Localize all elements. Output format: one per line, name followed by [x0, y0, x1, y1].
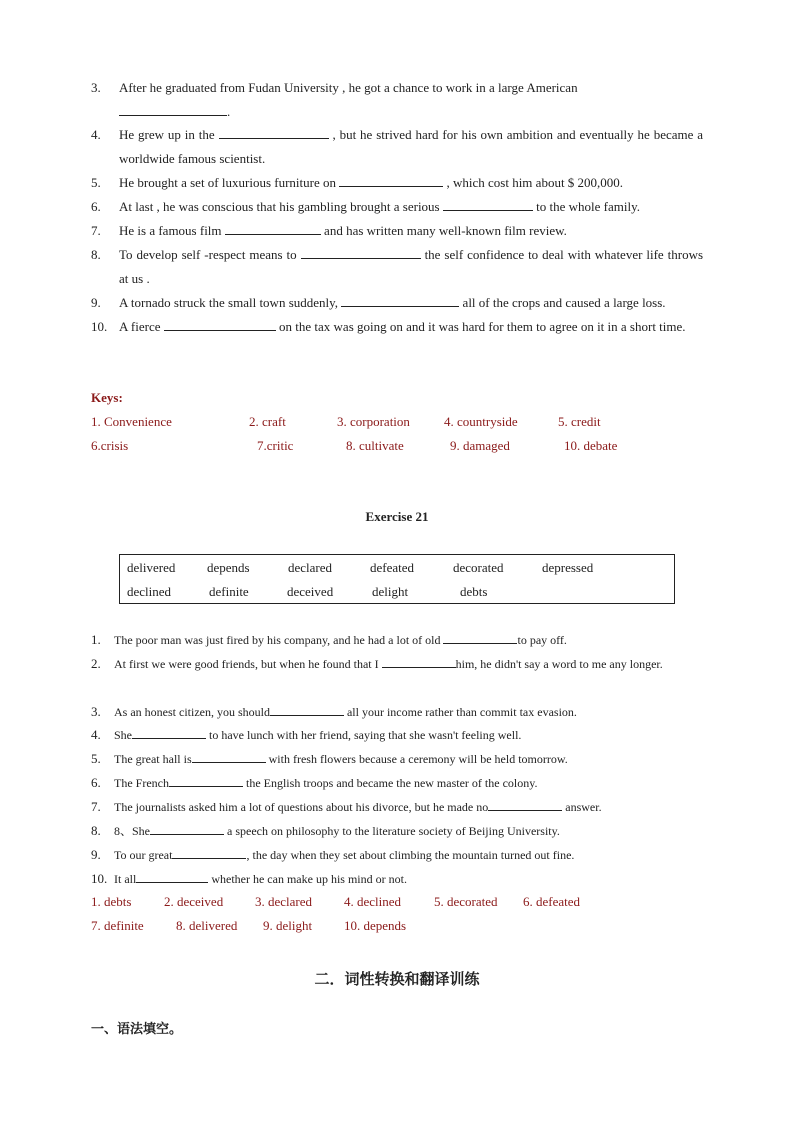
word-bank-item: decorated — [453, 560, 504, 575]
question-text: the self confidence to deal with whatever life throws at us . — [119, 247, 704, 286]
answer-blank[interactable] — [172, 844, 246, 859]
question-7 — [91, 219, 703, 243]
answer-blank[interactable] — [339, 172, 443, 187]
ex21-question-4 — [91, 723, 703, 747]
question-text: a speech on philosophy to the literature society of Beijing University. — [227, 824, 560, 838]
key-item: 3. corporation — [337, 414, 410, 429]
exercise-title: Exercise 21 — [365, 509, 429, 524]
answer-item: 10. depends — [344, 918, 407, 933]
question-number: 10. — [91, 319, 108, 334]
key-item: 2. craft — [249, 414, 286, 429]
question-text: , which cost him about $ 200,000. — [446, 175, 624, 190]
ex21-question-6 — [91, 771, 703, 795]
question-10 — [91, 315, 703, 339]
answer-blank[interactable] — [443, 196, 533, 211]
ex21-question-2 — [91, 652, 703, 676]
word-bank — [119, 554, 675, 604]
question-text: . — [227, 104, 231, 119]
question-number: 9. — [91, 295, 101, 310]
answer-blank[interactable] — [119, 101, 227, 116]
question-number: 5. — [91, 751, 101, 766]
question-text: He is a famous film — [119, 223, 222, 238]
question-number: 9. — [91, 847, 101, 862]
question-text: , but he strived hard for his own ambition and eventually he became a worldwide famous scientist. — [119, 127, 704, 166]
answer-blank[interactable] — [225, 220, 321, 235]
question-text: all of the crops and caused a large loss. — [462, 295, 666, 310]
answer-blank[interactable] — [219, 124, 329, 139]
answer-blank[interactable] — [132, 724, 206, 739]
answer-blank[interactable] — [164, 316, 276, 331]
question-number: 1. — [91, 632, 101, 647]
question-text: A tornado struck the small town suddenly, — [119, 295, 339, 310]
question-text: The journalists asked him a lot of questions about his divorce, but he made no — [114, 800, 489, 814]
question-text: To our great — [114, 848, 173, 862]
question-text: 8、She — [114, 824, 151, 838]
key-item: 4. countryside — [444, 414, 518, 429]
question-6 — [91, 195, 703, 219]
answer-item: 8. delivered — [176, 918, 238, 933]
key-item: 8. cultivate — [346, 438, 404, 453]
question-number: 10. — [91, 871, 108, 886]
word-bank-item: declared — [288, 560, 333, 575]
word-bank-item: definite — [209, 584, 249, 599]
question-text: He grew up in the — [119, 127, 215, 142]
question-text: with fresh flowers because a ceremony will be held tomorrow. — [268, 752, 568, 766]
question-text: A fierce — [119, 319, 161, 334]
question-text: As an honest citizen, you should — [114, 705, 270, 719]
question-text: answer. — [565, 800, 602, 814]
section-title: 二．词性转换和翻译训练 — [314, 970, 480, 988]
question-text: all your income rather than commit tax evasion. — [346, 705, 577, 719]
section-subtitle: 一、语法填空。 — [91, 1022, 183, 1037]
question-text: to the whole family. — [536, 199, 640, 214]
question-text: At last , he was conscious that his gambling brought a serious — [119, 199, 440, 214]
word-bank-item: delivered — [127, 560, 176, 575]
word-bank-item: depends — [207, 560, 250, 575]
answer-blank[interactable] — [382, 653, 456, 668]
question-number: 4. — [91, 727, 101, 742]
answer-item: 1. debts — [91, 894, 132, 909]
question-number: 7. — [91, 223, 101, 238]
question-3 — [91, 76, 703, 124]
key-item: 7.critic — [257, 438, 294, 453]
word-bank-item: deceived — [287, 584, 334, 599]
answer-item: 4. declined — [344, 894, 402, 909]
key-item: 6.crisis — [91, 438, 129, 453]
question-text: him, he didn't say a word to me any longer. — [455, 657, 663, 671]
question-number: 4. — [91, 127, 101, 142]
question-number: 5. — [91, 175, 101, 190]
question-text: To develop self -respect means to — [119, 247, 297, 262]
question-9 — [91, 291, 703, 315]
question-text: , the day when they set about climbing the mountain turned out fine. — [246, 848, 575, 862]
question-5 — [91, 171, 703, 195]
question-4 — [91, 123, 703, 171]
answer-blank[interactable] — [150, 820, 224, 835]
question-number: 6. — [91, 775, 101, 790]
word-bank-item: declined — [127, 584, 172, 599]
question-text: She — [114, 728, 132, 742]
answer-blank[interactable] — [136, 868, 208, 883]
ex21-question-1 — [91, 628, 703, 652]
question-text: to have lunch with her friend, saying that she wasn't feeling well. — [209, 728, 522, 742]
answer-item: 7. definite — [91, 918, 144, 933]
question-number: 3. — [91, 704, 101, 719]
question-text: At first we were good friends, but when he found that I — [114, 657, 379, 671]
question-text: The great hall is — [114, 752, 192, 766]
answer-blank[interactable] — [270, 701, 344, 716]
question-8 — [91, 243, 703, 291]
question-text: The French — [114, 776, 169, 790]
word-bank-item: depressed — [542, 560, 594, 575]
answer-blank[interactable] — [301, 244, 421, 259]
question-text: the English troops and became the new master of the colony. — [245, 776, 538, 790]
ex21-question-10 — [91, 867, 703, 891]
ex21-question-9 — [91, 843, 703, 867]
ex21-question-8 — [91, 819, 703, 843]
answer-item: 6. defeated — [523, 894, 581, 909]
question-number: 2. — [91, 656, 101, 671]
question-text: The poor man was just fired by his company, and he had a lot of old — [114, 633, 441, 647]
key-item: 9. damaged — [450, 438, 510, 453]
answer-blank[interactable] — [443, 629, 517, 644]
answer-blank[interactable] — [169, 772, 243, 787]
question-number: 6. — [91, 199, 101, 214]
question-text: whether he can make up his mind or not. — [211, 872, 407, 886]
question-text: and has written many well-known film review. — [324, 223, 567, 238]
ex21-question-7 — [91, 795, 703, 819]
question-text: He brought a set of luxurious furniture on — [119, 175, 336, 190]
ex21-question-5 — [91, 747, 703, 771]
question-number: 7. — [91, 799, 101, 814]
question-text: It all — [114, 872, 137, 886]
answer-item: 3. declared — [255, 894, 313, 909]
ex21-question-3 — [91, 700, 703, 724]
question-number: 8. — [91, 247, 101, 262]
word-bank-item: defeated — [370, 560, 415, 575]
key-item: 1. Convenience — [91, 414, 172, 429]
question-number: 3. — [91, 80, 101, 95]
word-bank-item: delight — [372, 584, 409, 599]
word-bank-item: debts — [460, 584, 488, 599]
answer-item: 2. deceived — [164, 894, 224, 909]
answer-blank[interactable] — [192, 748, 266, 763]
question-text: to pay off. — [517, 633, 567, 647]
question-text: on the tax was going on and it was hard for them to agree on it in a short time. — [279, 319, 686, 334]
answer-blank[interactable] — [488, 796, 562, 811]
answer-item: 9. delight — [263, 918, 313, 933]
keys-title: Keys: — [91, 390, 123, 405]
answer-item: 5. decorated — [434, 894, 498, 909]
key-item: 10. debate — [564, 438, 618, 453]
question-number: 8. — [91, 823, 101, 838]
key-item: 5. credit — [558, 414, 601, 429]
question-text: After he graduated from Fudan University , he got a chance to work in a large American — [119, 80, 578, 95]
answer-blank[interactable] — [341, 292, 459, 307]
